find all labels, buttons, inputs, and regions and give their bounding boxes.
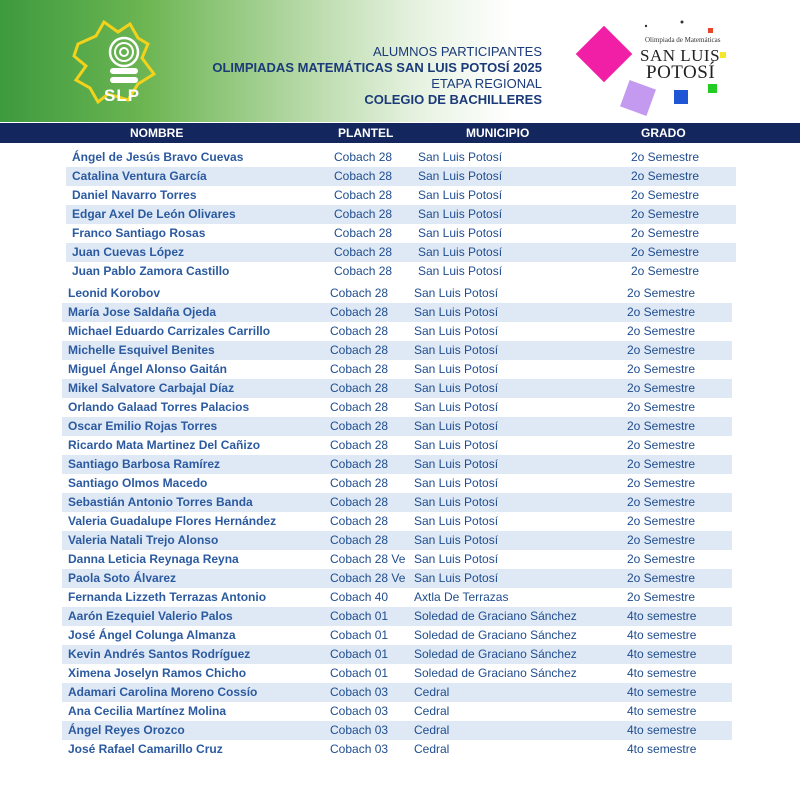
cell-grado: 4to semestre	[627, 647, 697, 661]
cell-grado: 2o Semestre	[627, 400, 696, 414]
table-row	[0, 398, 800, 417]
cell-municipio: San Luis Potosí	[418, 245, 503, 259]
table-row	[0, 148, 800, 167]
cell-nombre: Santiago Barbosa Ramírez	[68, 457, 221, 471]
cell-grado: 4to semestre	[627, 609, 697, 623]
olympiad-logo-name-2: POTOSÍ	[646, 62, 716, 83]
cell-municipio: Soledad de Graciano Sánchez	[414, 666, 577, 680]
title-line-stage: ETAPA REGIONAL	[431, 76, 542, 91]
participants-table	[0, 148, 800, 759]
cell-nombre: Danna Leticia Reynaga Reyna	[68, 552, 239, 566]
cell-grado: 2o Semestre	[631, 264, 700, 278]
cell-plantel: Cobach 28	[330, 343, 389, 357]
cell-nombre: Valeria Natali Trejo Alonso	[68, 533, 219, 547]
cell-nombre: Santiago Olmos Macedo	[68, 476, 208, 490]
cell-municipio: San Luis Potosí	[414, 476, 499, 490]
cell-nombre: Leonid Korobov	[68, 286, 160, 300]
cell-plantel: Cobach 01	[330, 666, 389, 680]
table-row	[0, 740, 800, 759]
table-row	[0, 721, 800, 740]
cell-municipio: San Luis Potosí	[414, 533, 499, 547]
cell-plantel: Cobach 01	[330, 628, 389, 642]
cell-nombre: Valeria Guadalupe Flores Hernández	[68, 514, 277, 528]
cell-grado: 4to semestre	[627, 742, 697, 756]
cell-plantel: Cobach 01	[330, 647, 389, 661]
cell-plantel: Cobach 28 Ve	[330, 571, 406, 585]
cell-nombre: Adamari Carolina Moreno Cossío	[68, 685, 258, 699]
table-row	[0, 512, 800, 531]
cell-municipio: San Luis Potosí	[418, 264, 503, 278]
cell-municipio: San Luis Potosí	[414, 438, 499, 452]
table-row	[0, 186, 800, 205]
table-row	[0, 493, 800, 512]
cell-plantel: Cobach 28	[330, 438, 389, 452]
cell-plantel: Cobach 03	[330, 685, 389, 699]
header-plantel: PLANTEL	[338, 126, 394, 140]
cell-nombre: Paola Soto Álvarez	[68, 571, 177, 585]
table-row	[0, 167, 800, 186]
cell-nombre: Ricardo Mata Martinez Del Cañizo	[68, 438, 261, 452]
cell-plantel: Cobach 28	[330, 400, 389, 414]
table-row	[0, 243, 800, 262]
cell-plantel: Cobach 28	[330, 533, 389, 547]
cell-plantel: Cobach 28	[330, 381, 389, 395]
table-row	[0, 645, 800, 664]
cell-nombre: Catalina Ventura García	[72, 169, 207, 183]
cell-plantel: Cobach 40	[330, 590, 389, 604]
table-row	[0, 664, 800, 683]
table-row	[0, 436, 800, 455]
table-row	[0, 262, 800, 281]
cell-grado: 2o Semestre	[631, 245, 700, 259]
cell-grado: 2o Semestre	[627, 438, 696, 452]
cell-plantel: Cobach 28	[334, 188, 393, 202]
cell-grado: 2o Semestre	[631, 169, 700, 183]
cell-plantel: Cobach 28	[330, 514, 389, 528]
cell-nombre: José Ángel Colunga Almanza	[68, 628, 236, 642]
cell-plantel: Cobach 03	[330, 704, 389, 718]
cell-municipio: Cedral	[414, 723, 450, 737]
table-row	[0, 474, 800, 493]
cell-grado: 2o Semestre	[627, 552, 696, 566]
cell-plantel: Cobach 28	[330, 286, 389, 300]
cell-municipio: San Luis Potosí	[418, 169, 503, 183]
cell-plantel: Cobach 28	[330, 419, 389, 433]
cell-grado: 4to semestre	[627, 723, 697, 737]
cell-municipio: San Luis Potosí	[414, 571, 499, 585]
cell-municipio: San Luis Potosí	[414, 305, 499, 319]
cell-nombre: Ángel de Jesús Bravo Cuevas	[72, 150, 244, 164]
cell-nombre: Mikel Salvatore Carbajal Díaz	[68, 381, 235, 395]
cell-nombre: Kevin Andrés Santos Rodríguez	[68, 647, 251, 661]
cell-plantel: Cobach 28	[330, 324, 389, 338]
cell-municipio: Cedral	[414, 742, 450, 756]
cell-municipio: San Luis Potosí	[418, 150, 503, 164]
table-row	[0, 531, 800, 550]
cell-plantel: Cobach 28	[334, 245, 393, 259]
header-banner	[0, 0, 800, 122]
cell-grado: 4to semestre	[627, 704, 697, 718]
cell-grado: 2o Semestre	[631, 188, 700, 202]
table-row	[0, 702, 800, 721]
cell-grado: 2o Semestre	[627, 381, 696, 395]
cell-grado: 2o Semestre	[627, 495, 696, 509]
table-row	[0, 455, 800, 474]
table-row	[0, 224, 800, 243]
cell-nombre: Edgar Axel De León Olivares	[72, 207, 236, 221]
cell-plantel: Cobach 28	[330, 457, 389, 471]
cell-nombre: María Jose Saldaña Ojeda	[68, 305, 217, 319]
cell-grado: 2o Semestre	[627, 590, 696, 604]
cell-plantel: Cobach 03	[330, 742, 389, 756]
cell-plantel: Cobach 28	[334, 207, 393, 221]
cell-municipio: San Luis Potosí	[414, 286, 499, 300]
cell-municipio: San Luis Potosí	[414, 514, 499, 528]
cell-plantel: Cobach 28 Ve	[330, 552, 406, 566]
cell-nombre: Ximena Joselyn Ramos Chicho	[68, 666, 247, 680]
cell-nombre: Ana Cecilia Martínez Molina	[68, 704, 227, 718]
table-row	[0, 360, 800, 379]
cell-grado: 2o Semestre	[627, 362, 696, 376]
cell-municipio: San Luis Potosí	[414, 324, 499, 338]
cell-nombre: Sebastián Antonio Torres Banda	[68, 495, 253, 509]
cell-municipio: San Luis Potosí	[414, 457, 499, 471]
table-row	[0, 284, 800, 303]
cell-grado: 2o Semestre	[627, 571, 696, 585]
cell-municipio: Soledad de Graciano Sánchez	[414, 628, 577, 642]
table-row	[0, 626, 800, 645]
cell-municipio: San Luis Potosí	[414, 381, 499, 395]
table-row	[0, 588, 800, 607]
table-row	[0, 322, 800, 341]
cell-municipio: San Luis Potosí	[414, 419, 499, 433]
cell-plantel: Cobach 28	[330, 305, 389, 319]
cell-municipio: San Luis Potosí	[414, 552, 499, 566]
olympiad-logo-name-1: SAN LUIS	[640, 46, 721, 65]
table-row	[0, 341, 800, 360]
cell-plantel: Cobach 28	[334, 150, 393, 164]
cell-plantel: Cobach 28	[334, 226, 393, 240]
cell-municipio: Soledad de Graciano Sánchez	[414, 609, 577, 623]
page-title-block	[170, 44, 542, 108]
cell-nombre: Michael Eduardo Carrizales Carrillo	[68, 324, 271, 338]
cell-nombre: Oscar Emilio Rojas Torres	[68, 419, 218, 433]
header-municipio: MUNICIPIO	[466, 126, 530, 140]
cell-grado: 2o Semestre	[631, 207, 700, 221]
cell-nombre: Daniel Navarro Torres	[72, 188, 197, 202]
title-line-participants: ALUMNOS PARTICIPANTES	[372, 44, 542, 59]
cell-plantel: Cobach 01	[330, 609, 389, 623]
cell-nombre: José Rafael Camarillo Cruz	[68, 742, 223, 756]
cell-grado: 2o Semestre	[627, 514, 696, 528]
cell-grado: 2o Semestre	[627, 343, 696, 357]
table-row	[0, 569, 800, 588]
cell-grado: 2o Semestre	[627, 457, 696, 471]
cell-grado: 2o Semestre	[627, 286, 696, 300]
cell-grado: 2o Semestre	[627, 324, 696, 338]
cell-nombre: Miguel Ángel Alonso Gaitán	[68, 362, 227, 376]
cell-municipio: San Luis Potosí	[414, 400, 499, 414]
cell-grado: 2o Semestre	[631, 150, 700, 164]
cell-municipio: Axtla De Terrazas	[414, 590, 509, 604]
cell-nombre: Juan Cuevas López	[72, 245, 185, 259]
table-row	[0, 607, 800, 626]
table-row	[0, 683, 800, 702]
cell-grado: 4to semestre	[627, 685, 697, 699]
cell-nombre: Franco Santiago Rosas	[72, 226, 206, 240]
cell-grado: 2o Semestre	[627, 533, 696, 547]
cell-nombre: Orlando Galaad Torres Palacios	[68, 400, 250, 414]
table-row	[0, 205, 800, 224]
cell-plantel: Cobach 28	[334, 169, 393, 183]
cell-grado: 4to semestre	[627, 666, 697, 680]
cell-nombre: Fernanda Lizzeth Terrazas Antonio	[68, 590, 267, 604]
cell-grado: 2o Semestre	[627, 305, 696, 319]
olympiad-logo-subtitle: Olimpiada de Matemáticas	[645, 36, 721, 44]
cell-plantel: Cobach 28	[330, 495, 389, 509]
cell-plantel: Cobach 28	[330, 476, 389, 490]
cell-nombre: Michelle Esquivel Benites	[68, 343, 215, 357]
cell-municipio: San Luis Potosí	[418, 207, 503, 221]
cell-municipio: San Luis Potosí	[414, 343, 499, 357]
cell-municipio: San Luis Potosí	[418, 188, 503, 202]
table-row	[0, 303, 800, 322]
cell-municipio: San Luis Potosí	[414, 362, 499, 376]
header-grado: GRADO	[641, 126, 686, 140]
cell-municipio: San Luis Potosí	[414, 495, 499, 509]
cell-grado: 4to semestre	[627, 628, 697, 642]
slp-logo-text: SLP	[104, 86, 141, 105]
cell-grado: 2o Semestre	[627, 476, 696, 490]
cell-nombre: Aarón Ezequiel Valerio Palos	[68, 609, 233, 623]
cell-municipio: Soledad de Graciano Sánchez	[414, 647, 577, 661]
cell-plantel: Cobach 28	[330, 362, 389, 376]
cell-plantel: Cobach 03	[330, 723, 389, 737]
table-row	[0, 550, 800, 569]
title-line-school: COLEGIO DE BACHILLERES	[364, 92, 542, 107]
cell-municipio: Cedral	[414, 685, 450, 699]
cell-grado: 2o Semestre	[627, 419, 696, 433]
cell-nombre: Juan Pablo Zamora Castillo	[72, 264, 230, 278]
cell-grado: 2o Semestre	[631, 226, 700, 240]
cell-nombre: Ángel Reyes Orozco	[68, 723, 185, 737]
cell-municipio: Cedral	[414, 704, 450, 718]
table-header	[0, 123, 800, 143]
cell-municipio: San Luis Potosí	[418, 226, 503, 240]
table-row	[0, 379, 800, 398]
cell-plantel: Cobach 28	[334, 264, 393, 278]
title-line-olympiad: OLIMPIADAS MATEMÁTICAS SAN LUIS POTOSÍ 2025	[212, 60, 542, 75]
header-nombre: NOMBRE	[130, 126, 184, 140]
table-row	[0, 417, 800, 436]
